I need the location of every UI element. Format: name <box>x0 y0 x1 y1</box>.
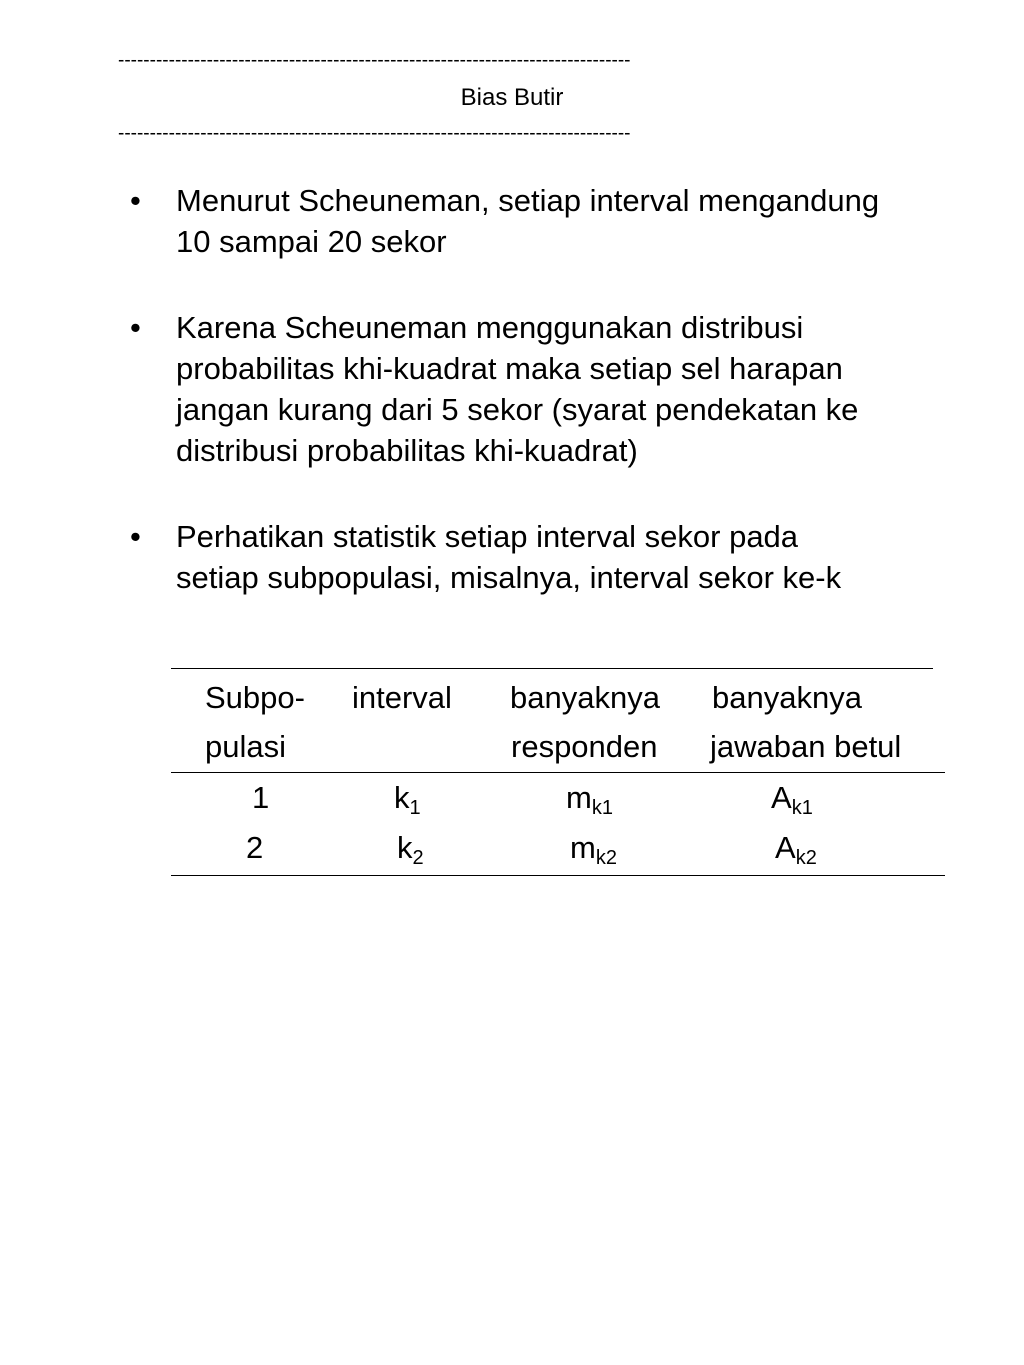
bullet-text-line: setiap subpopulasi, misalnya, interval sekor ke-k <box>176 560 842 595</box>
bullet-text-line: jangan kurang dari 5 sekor (syarat pendekatan ke <box>176 392 859 427</box>
bullet-item <box>130 516 980 598</box>
bullet-list <box>130 180 980 643</box>
bullet-icon: • <box>130 519 141 554</box>
header-responden-line2: responden <box>511 729 658 764</box>
header-dashes-top: --------------------------------------------------------------------------------- <box>118 50 631 71</box>
header-dashes-bottom: --------------------------------------------------------------------------------- <box>118 123 631 144</box>
row1-interval: $k_1$ <box>394 780 421 819</box>
bullet-text-line: Perhatikan statistik setiap interval sekor pada <box>176 519 799 554</box>
row2-jawaban: $A_{k2}$ <box>775 830 817 869</box>
bullet-icon: • <box>130 183 141 218</box>
header-interval: interval <box>352 680 452 715</box>
bullet-item <box>130 307 980 471</box>
bullet-icon: • <box>130 310 141 345</box>
row1-subpopulasi: 1 <box>252 780 270 815</box>
bullet-text-line: probabilitas khi-kuadrat maka setiap sel harapan <box>176 351 843 386</box>
bullet-text-line: Menurut Scheuneman, setiap interval mengandung <box>176 183 880 218</box>
page-title: Bias Butir <box>460 84 564 111</box>
table-header-rule <box>171 772 945 773</box>
header-responden-line1: banyaknya <box>510 680 660 715</box>
row2-subpopulasi: 2 <box>246 830 264 865</box>
table-bottom-rule <box>171 875 945 876</box>
row2-responden: $m_{k2}$ <box>570 830 617 869</box>
bullet-text-line: 10 sampai 20 sekor <box>176 224 447 259</box>
header-subpopulasi-line1: Subpo- <box>205 680 305 715</box>
header-jawaban-line2: jawaban betul <box>710 729 902 764</box>
row2-interval: $k_2$ <box>397 830 424 869</box>
bullet-text-line: Karena Scheuneman menggunakan distribusi <box>176 310 804 345</box>
bullet-text-line: distribusi probabilitas khi-kuadrat) <box>176 433 638 468</box>
bullet-item <box>130 180 980 262</box>
row1-responden: $m_{k1}$ <box>566 780 613 819</box>
header-jawaban-line1: banyaknya <box>712 680 862 715</box>
row1-jawaban: $A_{k1}$ <box>771 780 813 819</box>
table-top-rule <box>171 668 933 669</box>
header-subpopulasi-line2: pulasi <box>205 729 286 764</box>
